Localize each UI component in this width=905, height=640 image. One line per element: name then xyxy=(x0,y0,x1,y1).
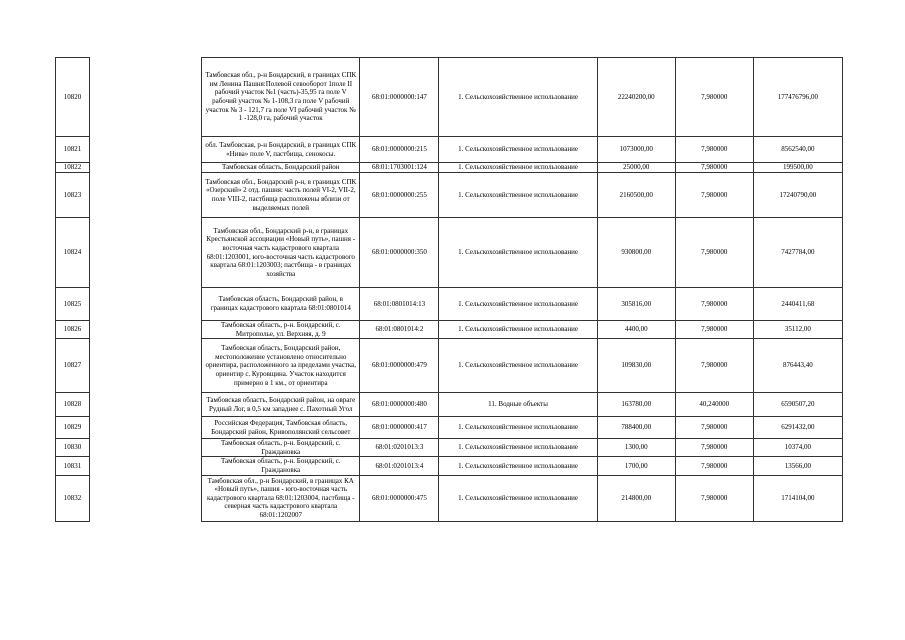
area-cell: 163780,00 xyxy=(597,393,675,417)
specific-value-cell: 7,980000 xyxy=(675,339,753,393)
address-cell: Тамбовская область, р-н. Бондарский, с. Граждановка xyxy=(202,457,360,475)
empty-cell xyxy=(90,417,202,439)
address-cell: Тамбовская обл., Бондарский р-н, в границах СПК «Озерский» 2 отд. пашня: часть полей VI-2, VII-2, поле VIII-2, пастбища расположены вблизи от выделяемых полей xyxy=(202,173,360,218)
table-row xyxy=(56,457,843,475)
area-cell: 214800,00 xyxy=(597,475,675,521)
cadastral-number-cell: 68:01:0801014:13 xyxy=(360,288,439,321)
specific-value-cell: 7,980000 xyxy=(675,137,753,163)
register-body xyxy=(56,58,843,522)
address-cell: Тамбовская область, Бондарский район, на овраге Рудный Лог, в 0,5 км западнее с. Пахотный Угол xyxy=(202,393,360,417)
specific-value-cell: 7,980000 xyxy=(675,288,753,321)
cadastral-value-cell: 177476796,00 xyxy=(753,58,842,137)
empty-cell xyxy=(90,339,202,393)
area-cell: 1300,00 xyxy=(597,439,675,457)
empty-cell xyxy=(90,288,202,321)
table-row xyxy=(56,288,843,321)
empty-cell xyxy=(90,58,202,137)
specific-value-cell: 7,980000 xyxy=(675,439,753,457)
table-row xyxy=(56,137,843,163)
land-category-cell: 1. Сельскохозяйственное использование xyxy=(439,173,597,218)
land-category-cell: 1. Сельскохозяйственное использование xyxy=(439,339,597,393)
area-cell: 1073000,00 xyxy=(597,137,675,163)
land-category-cell: 1. Сельскохозяйственное использование xyxy=(439,475,597,521)
cadastral-value-cell: 876443,40 xyxy=(753,339,842,393)
specific-value-cell: 7,980000 xyxy=(675,163,753,173)
cadastral-value-cell: 10374,00 xyxy=(753,439,842,457)
empty-cell xyxy=(90,393,202,417)
cadastral-number-cell: 68:01:0000000:255 xyxy=(360,173,439,218)
table-row xyxy=(56,339,843,393)
specific-value-cell: 7,980000 xyxy=(675,321,753,339)
cadastral-number-cell: 68:01:0201013:3 xyxy=(360,439,439,457)
specific-value-cell: 7,980000 xyxy=(675,173,753,218)
area-cell: 4400,00 xyxy=(597,321,675,339)
address-cell: обл. Тамбовская, р-н Бондарский, в границах СПК «Нива» поле V, пастбища, сенокосы. xyxy=(202,137,360,163)
address-cell: Тамбовская область, Бондарский район xyxy=(202,163,360,173)
cadastral-number-cell: 68:01:0801014:2 xyxy=(360,321,439,339)
cadastral-number-cell: 68:01:0000000:350 xyxy=(360,218,439,288)
cadastral-value-cell: 1714104,00 xyxy=(753,475,842,521)
address-cell: Тамбовская область, р-н. Бондарский, с. Граждановка xyxy=(202,439,360,457)
row-number: 10821 xyxy=(56,137,90,163)
empty-cell xyxy=(90,475,202,521)
table-row xyxy=(56,58,843,137)
address-cell: Тамбовская область, Бондарский район, местоположение установлено относительно ориентира, расположенного за пределами участка, ориентир с. Куровщина. Участок находится примерно в 1 км., от ориентира xyxy=(202,339,360,393)
area-cell: 305816,00 xyxy=(597,288,675,321)
specific-value-cell: 7,980000 xyxy=(675,417,753,439)
land-category-cell: 1. Сельскохозяйственное использование xyxy=(439,417,597,439)
cadastral-value-cell: 2440411,68 xyxy=(753,288,842,321)
land-category-cell: 1. Сельскохозяйственное использование xyxy=(439,321,597,339)
table-row xyxy=(56,218,843,288)
area-cell: 1700,00 xyxy=(597,457,675,475)
area-cell: 22240200,00 xyxy=(597,58,675,137)
cadastral-number-cell: 68:01:0000000:475 xyxy=(360,475,439,521)
cadastral-value-cell: 8562540,00 xyxy=(753,137,842,163)
land-category-cell: 11. Водные объекты xyxy=(439,393,597,417)
cadastral-number-cell: 68:01:0000000:479 xyxy=(360,339,439,393)
specific-value-cell: 7,980000 xyxy=(675,457,753,475)
land-category-cell: 1. Сельскохозяйственное использование xyxy=(439,137,597,163)
row-number: 10824 xyxy=(56,218,90,288)
cadastral-value-cell: 6291432,00 xyxy=(753,417,842,439)
table-row xyxy=(56,439,843,457)
row-number: 10829 xyxy=(56,417,90,439)
empty-cell xyxy=(90,321,202,339)
area-cell: 930800,00 xyxy=(597,218,675,288)
cadastral-number-cell: 68:01:0000000:215 xyxy=(360,137,439,163)
table-row xyxy=(56,393,843,417)
land-category-cell: 1. Сельскохозяйственное использование xyxy=(439,218,597,288)
empty-cell xyxy=(90,137,202,163)
empty-cell xyxy=(90,439,202,457)
cadastral-number-cell: 68:01:1703001:124 xyxy=(360,163,439,173)
address-cell: Тамбовская обл., р-н Бондарский, в границах СПК им Ленина Пашня:Полевой севооборот 1поле II рабочий участок №1 (часть)-35,95 га поле V рабочий участок № 1-108,3 га поле V рабочий участок № 3 - 121,7 га поле VI рабочий участок № 1 -128,0 га, рабочий участок xyxy=(202,58,360,137)
area-cell: 25000,00 xyxy=(597,163,675,173)
table-row xyxy=(56,417,843,439)
cadastral-value-cell: 199500,00 xyxy=(753,163,842,173)
area-cell: 2160500,00 xyxy=(597,173,675,218)
land-register-table xyxy=(55,57,843,522)
table-row xyxy=(56,173,843,218)
specific-value-cell: 7,980000 xyxy=(675,218,753,288)
row-number: 10822 xyxy=(56,163,90,173)
cadastral-number-cell: 68:01:0000000:147 xyxy=(360,58,439,137)
row-number: 10832 xyxy=(56,475,90,521)
table-row xyxy=(56,321,843,339)
cadastral-value-cell: 17240790,00 xyxy=(753,173,842,218)
row-number: 10828 xyxy=(56,393,90,417)
land-category-cell: 1. Сельскохозяйственное использование xyxy=(439,58,597,137)
cadastral-value-cell: 7427784,00 xyxy=(753,218,842,288)
area-cell: 109830,00 xyxy=(597,339,675,393)
specific-value-cell: 40,240000 xyxy=(675,393,753,417)
land-category-cell: 1. Сельскохозяйственное использование xyxy=(439,163,597,173)
table-row xyxy=(56,163,843,173)
specific-value-cell: 7,980000 xyxy=(675,58,753,137)
cadastral-number-cell: 68:01:0000000:417 xyxy=(360,417,439,439)
area-cell: 788400,00 xyxy=(597,417,675,439)
empty-cell xyxy=(90,163,202,173)
row-number: 10823 xyxy=(56,173,90,218)
address-cell: Тамбовская область, Бондарский район, в границах кадастрового квартала 68:01:0801014 xyxy=(202,288,360,321)
row-number: 10830 xyxy=(56,439,90,457)
row-number: 10827 xyxy=(56,339,90,393)
empty-cell xyxy=(90,173,202,218)
cadastral-value-cell: 13566,00 xyxy=(753,457,842,475)
address-cell: Тамбовская область, р-н. Бондарский, с. Митрополье, ул. Верхняя, д. 9 xyxy=(202,321,360,339)
row-number: 10820 xyxy=(56,58,90,137)
address-cell: Тамбовская обл., Бондарский р-н, в границах Крестьянской ассоциации «Новый путь», пашня - восточная часть кадастрового квартала 68:01:1203001, юго-восточная часть кадастрового квартала 68:01:1203003; пастбища - в границах хозяйства xyxy=(202,218,360,288)
address-cell: Тамбовская обл., р-н Бондарский, в границах КА «Новый путь», пашня - юго-восточная часть кадастрового квартала 68:01:1203004, пастбища - северная часть кадастрового квартала 68:01:1202007 xyxy=(202,475,360,521)
row-number: 10826 xyxy=(56,321,90,339)
table-row xyxy=(56,475,843,521)
row-number: 10825 xyxy=(56,288,90,321)
cadastral-value-cell: 35112,00 xyxy=(753,321,842,339)
row-number: 10831 xyxy=(56,457,90,475)
empty-cell xyxy=(90,457,202,475)
land-category-cell: 1. Сельскохозяйственное использование xyxy=(439,439,597,457)
land-category-cell: 1. Сельскохозяйственное использование xyxy=(439,288,597,321)
cadastral-number-cell: 68:01:0000000:480 xyxy=(360,393,439,417)
land-category-cell: 1. Сельскохозяйственное использование xyxy=(439,457,597,475)
specific-value-cell: 7,980000 xyxy=(675,475,753,521)
cadastral-value-cell: 6590507,20 xyxy=(753,393,842,417)
empty-cell xyxy=(90,218,202,288)
cadastral-number-cell: 68:01:0201013:4 xyxy=(360,457,439,475)
address-cell: Российская Федерация, Тамбовская область, Бондарский район, Кривополянский сельсовет xyxy=(202,417,360,439)
